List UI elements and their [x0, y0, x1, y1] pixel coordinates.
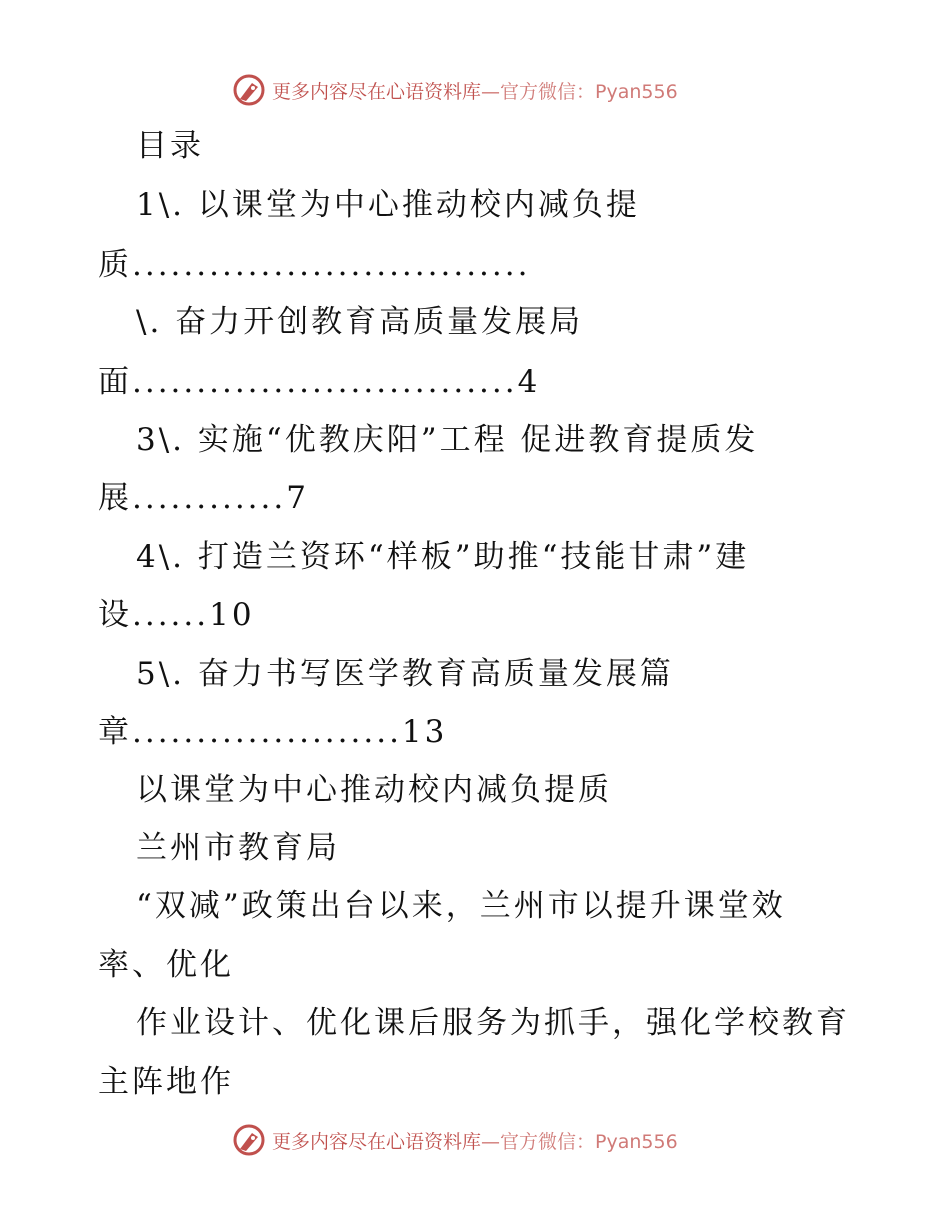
toc-item-1-line2: 质...............................	[98, 247, 531, 283]
toc-item-3-line1: 3\. 实施“优教庆阳”工程 促进教育提质发	[136, 422, 759, 458]
watermark-banner-bottom	[232, 1120, 712, 1160]
watermark-subtext: —官方微信：Pyan556	[481, 1130, 678, 1153]
toc-item-3-line2: 展............7	[98, 480, 309, 516]
toc-item-4-line1: 4\. 打造兰资环“样板”助推“技能甘肃”建	[136, 539, 750, 575]
article-body-line-3: 作业设计、优化课后服务为抓手，强化学校教育	[136, 1005, 850, 1041]
pen-nib-circle-logo-icon	[232, 1123, 266, 1157]
watermark-banner-top	[232, 70, 712, 110]
article-author: 兰州市教育局	[136, 830, 340, 866]
toc-item-2-line1: \. 奋力开创教育高质量发展局	[136, 304, 584, 340]
article-body-line-1: “双减”政策出台以来，兰州市以提升课堂效	[136, 888, 786, 924]
toc-title: 目录	[136, 128, 204, 164]
toc-item-4-line2: 设......10	[98, 597, 255, 633]
toc-item-1-line1: 1\. 以课堂为中心推动校内减负提	[136, 187, 640, 223]
pen-nib-circle-logo-icon	[232, 73, 266, 107]
watermark-text: 更多内容尽在心语资料库	[272, 1130, 482, 1153]
watermark-subtext: —官方微信：Pyan556	[481, 80, 678, 103]
article-body-line-2: 率、优化	[98, 947, 234, 983]
article-title: 以课堂为中心推动校内减负提质	[136, 772, 612, 808]
toc-item-5-line1: 5\. 奋力书写医学教育高质量发展篇	[136, 656, 674, 692]
article-body-line-4: 主阵地作	[98, 1064, 234, 1100]
toc-item-5-line2: 章.....................13	[98, 714, 448, 750]
toc-item-2-line2: 面..............................4	[98, 364, 541, 400]
watermark-text: 更多内容尽在心语资料库	[272, 80, 482, 103]
